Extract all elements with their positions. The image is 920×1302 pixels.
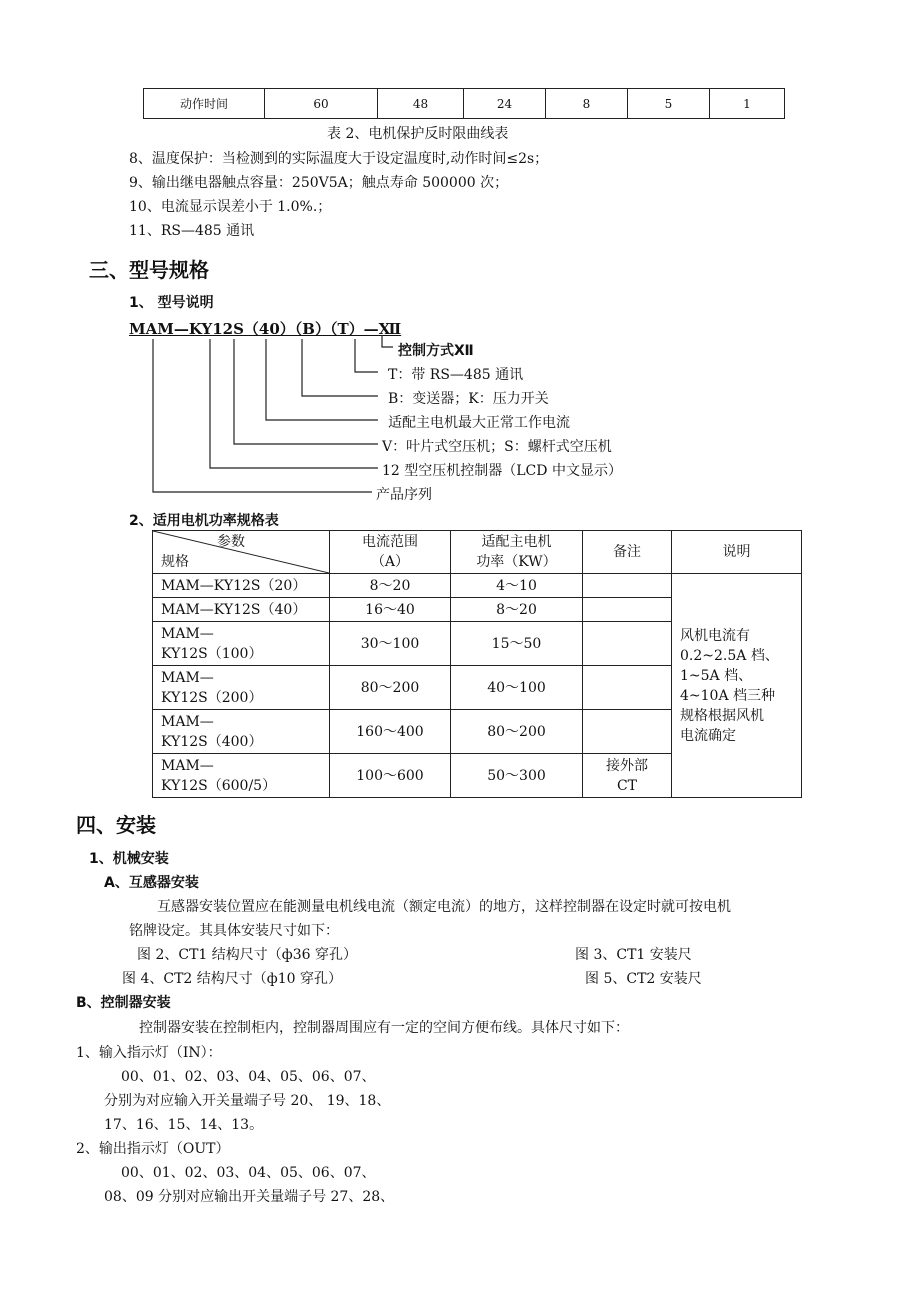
figure-caption: 图 5、CT2 安装尺 — [585, 971, 702, 987]
legend-item: 产品序列 — [376, 487, 432, 503]
subsection-title: A、互感器安装 — [104, 875, 199, 891]
model-cell — [153, 710, 330, 754]
table-header-row — [153, 531, 802, 574]
diagonal-header-cell — [153, 531, 330, 574]
model-code: MAM—KY12S（40）（B）（T）—Ⅻ — [129, 320, 402, 338]
legend-item: 12 型空压机控制器（LCD 中文显示） — [382, 463, 622, 479]
current-cell: 80～200 — [330, 666, 451, 710]
header-power — [451, 531, 583, 574]
model-line1: MAM— — [161, 757, 214, 774]
time-value-cell: 60 — [265, 89, 378, 119]
model-cell — [153, 622, 330, 666]
power-cell: 8～20 — [451, 598, 583, 622]
power-cell: 80～200 — [451, 710, 583, 754]
time-value-cell: 24 — [464, 89, 546, 119]
model-cell — [153, 754, 330, 798]
desc-line: 1~5A 档、 — [680, 667, 753, 684]
feature-line: 11、RS—485 通讯 — [129, 223, 255, 239]
remark-cell — [583, 574, 672, 598]
desc-line: 规格根据风机 — [680, 707, 764, 724]
list-line: 00、01、02、03、04、05、06、07、 — [121, 1165, 376, 1181]
current-cell: 100～600 — [330, 754, 451, 798]
header-remark: 备注 — [583, 531, 672, 574]
model-line2: KY12S（600/5） — [161, 777, 277, 794]
remark-line1: 接外部 — [606, 757, 648, 774]
remark-line2: CT — [616, 777, 638, 794]
feature-line: 10、电流显示误差小于 1.0%.； — [129, 199, 332, 215]
desc-line: 0.2~2.5A 档、 — [680, 647, 779, 664]
model-line2: KY12S（400） — [161, 733, 263, 750]
time-value-cell: 5 — [628, 89, 710, 119]
model-line2: KY12S（200） — [161, 689, 263, 706]
power-cell: 40～100 — [451, 666, 583, 710]
motor-power-spec-table — [152, 530, 802, 798]
model-cell — [153, 666, 330, 710]
header-param: 参数 — [217, 534, 245, 550]
header-power-line1: 适配主电机 — [481, 534, 552, 550]
list-line: 08、09 分别对应输出开关量端子号 27、28、 — [104, 1189, 395, 1205]
remark-cell — [583, 622, 672, 666]
model-line1: MAM— — [161, 625, 214, 642]
current-cell: 16～40 — [330, 598, 451, 622]
header-spec: 规格 — [161, 554, 189, 570]
table-caption: 表 2、电机保护反时限曲线表 — [327, 126, 509, 142]
list-title: 1、输入指示灯（IN）： — [76, 1045, 222, 1061]
legend-item: T：带 RS—485 通讯 — [388, 367, 524, 383]
table-row — [153, 574, 802, 598]
legend-item: 适配主电机最大正常工作电流 — [388, 415, 570, 431]
feature-line: 8、温度保护：当检测到的实际温度大于设定温度时,动作时间≤2s； — [129, 151, 549, 167]
header-current-line2: （A） — [370, 554, 410, 570]
subsection-title: 1、机械安装 — [89, 851, 169, 867]
subsection-title: 2、适用电机功率规格表 — [129, 513, 279, 529]
current-cell: 30～100 — [330, 622, 451, 666]
subsection-title: B、控制器安装 — [76, 995, 171, 1011]
control-mode-label: 控制方式Ⅻ — [398, 343, 474, 359]
remark-cell — [583, 666, 672, 710]
section-title: 三、型号规格 — [89, 258, 209, 282]
remark-cell — [583, 754, 672, 798]
row-label-cell: 动作时间 — [144, 89, 265, 119]
figure-caption: 图 3、CT1 安装尺 — [575, 947, 692, 963]
remark-cell — [583, 710, 672, 754]
power-cell: 4～10 — [451, 574, 583, 598]
header-current — [330, 531, 451, 574]
desc-line: 4~10A 档三种 — [680, 687, 776, 704]
current-cell: 8～20 — [330, 574, 451, 598]
paragraph-line: 铭牌设定。其具体安装尺寸如下： — [129, 923, 339, 939]
time-value-cell: 1 — [710, 89, 785, 119]
current-cell: 160～400 — [330, 710, 451, 754]
desc-line: 电流确定 — [680, 727, 736, 744]
desc-cell — [672, 574, 802, 798]
paragraph-line: 控制器安装在控制柜内，控制器周围应有一定的空间方便布线。具体尺寸如下： — [139, 1020, 629, 1036]
model-cell: MAM—KY12S（20） — [153, 574, 330, 598]
power-cell: 50～300 — [451, 754, 583, 798]
model-line1: MAM— — [161, 713, 214, 730]
figure-caption: 图 2、CT1 结构尺寸（ф36 穿孔） — [137, 947, 357, 963]
subsection-title: 1、 型号说明 — [129, 295, 214, 311]
time-value-cell: 8 — [546, 89, 628, 119]
power-cell: 15～50 — [451, 622, 583, 666]
remark-cell — [583, 598, 672, 622]
list-line: 00、01、02、03、04、05、06、07、 — [121, 1069, 376, 1085]
header-desc: 说明 — [672, 531, 802, 574]
time-value-cell: 48 — [378, 89, 464, 119]
list-title: 2、输出指示灯（OUT） — [76, 1141, 230, 1157]
section-title: 四、安装 — [76, 813, 156, 837]
paragraph-line: 互感器安装位置应在能测量电机线电流（额定电流）的地方，这样控制器在设定时就可按电机 — [157, 899, 731, 915]
legend-item: V：叶片式空压机；S：螺杆式空压机 — [382, 439, 612, 455]
header-current-line1: 电流范围 — [362, 534, 418, 550]
figure-caption: 图 4、CT2 结构尺寸（ф10 穿孔） — [122, 971, 342, 987]
feature-line: 9、输出继电器触点容量：250V5A；触点寿命 500000 次； — [129, 175, 509, 191]
header-power-line2: 功率（KW） — [476, 554, 557, 570]
model-line1: MAM— — [161, 669, 214, 686]
desc-line: 风机电流有 — [680, 627, 750, 644]
legend-item: B：变送器；K：压力开关 — [388, 391, 549, 407]
list-line: 17、16、15、14、13。 — [104, 1117, 264, 1133]
model-line2: KY12S（100） — [161, 645, 263, 662]
model-cell: MAM—KY12S（40） — [153, 598, 330, 622]
list-line: 分别为对应输入开关量端子号 20、 19、18、 — [104, 1093, 391, 1109]
